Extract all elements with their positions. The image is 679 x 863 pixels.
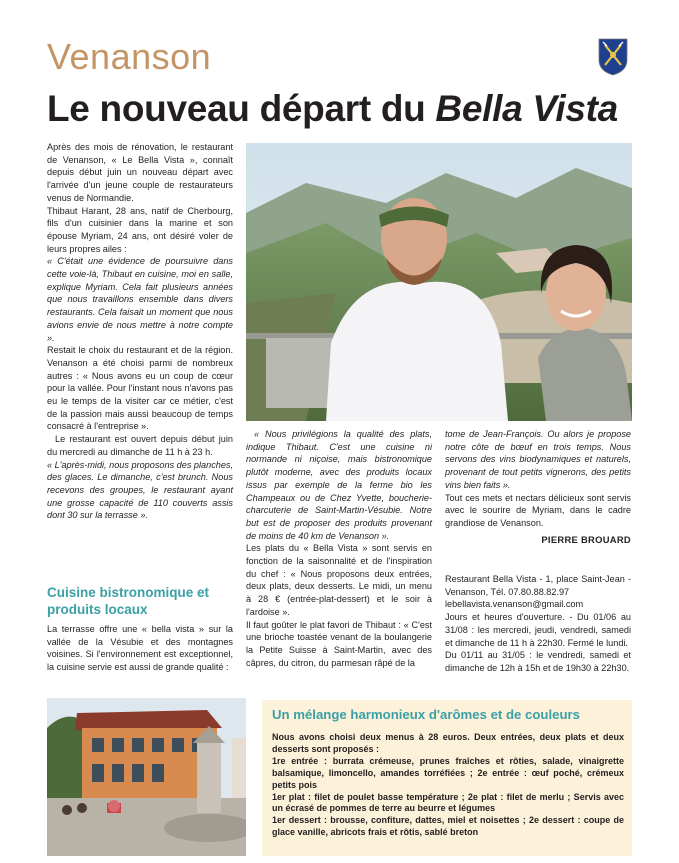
coat-of-arms-icon bbox=[598, 38, 628, 76]
paragraph: Le restaurant est ouvert depuis début juin du mercredi au dimanche de 11 h à 23 h. bbox=[47, 434, 233, 457]
menu-intro: Nous avons choisi deux menus à 28 euros. Deux entrées, deux plats et deux desserts sont proposés : bbox=[272, 732, 624, 754]
address-line: Restaurant Bella Vista - 1, place Saint-Jean - Venanson, Tél. 07.80.88.82.97 bbox=[445, 574, 631, 597]
restaurant-photo bbox=[47, 698, 246, 856]
paragraph: Thibaut Harant, 28 ans, natif de Cherbourg, fils d'un cuisinier dans la marine et son épouse Myriam, 24 ans, ont désiré voler de leurs propres ailes : bbox=[47, 205, 233, 254]
email-link[interactable]: lebellavista.venanson@gmail.com bbox=[445, 599, 584, 610]
column-3 bbox=[445, 428, 631, 546]
menu-box-text bbox=[272, 732, 624, 839]
city-heading: Venanson bbox=[47, 36, 212, 77]
opening-hours: Du 01/11 au 31/05 : le vendredi, samedi et dimanche de 12h à 15h et de 19h30 à 22h30. bbox=[445, 650, 631, 673]
column-2 bbox=[246, 428, 432, 669]
quote-paragraph: « L'après-midi, nous proposons des planches, des glaces. Le dimanche, c'est brunch. Nous recevons des groupes, le restaurant ayant une grosse capacité de 110 couverts assis dont 30 sur la terrasse ». bbox=[47, 459, 233, 521]
couple-photo bbox=[246, 143, 632, 421]
section-subhead: Cuisine bistronomique et produits locaux bbox=[47, 585, 210, 617]
menu-desserts: 1er dessert : brousse, confiture, dattes, miel et noisettes ; 2e dessert : coupe de glace vanille, abricots frais et rôtis, sablé breton bbox=[272, 815, 624, 838]
restaurant-info bbox=[445, 573, 631, 675]
paragraph: Restait le choix du restaurant et de la région. Venanson a été choisi parmi de nombreux autres : « Nous avons eu un coup de cœur pour la vallée. Pour l'instant nous n'avons pas eu le temps de la visiter car ce métier, c'est de la passion mais aussi beaucoup de temps consacré à l'entreprise ». bbox=[47, 345, 233, 432]
opening-hours: Jours et heures d'ouverture. - Du 01/06 au 31/08 : les mercredi, jeudi, vendredi, samedi et dimanche de 11 h à 22h30. Fermé le lundi. bbox=[445, 612, 631, 648]
paragraph: Il faut goûter le plat favori de Thibaut : « C'est une brioche toastée venant de la boulangerie la Petite Suisse à Saint-Martin, avec des câpres, du citron, du parmesan râpé de la bbox=[246, 619, 432, 668]
quote-paragraph: tome de Jean-François. Ou alors je propose notre côte de bœuf en trois temps. Nous servons des vins biodynamiques et naturels, provenant de tout petits vignerons, des petits vins bien faits ». bbox=[445, 429, 631, 490]
menu-starters: 1re entrée : burrata crémeuse, prunes fraîches et rôties, salade, vinaigrette balsamique, limoncello, amandes torréfiées ; 2e entrée : œuf poché, crémeux petits pois bbox=[272, 755, 624, 790]
paragraph: La terrasse offre une « bella vista » sur la vallée de la Vésubie et des montagnes voisines. Si l'environnement est exceptionnel, la cuisine servie est aussi de grande qualité : bbox=[47, 624, 233, 673]
column-1 bbox=[47, 141, 233, 522]
quote-paragraph: « C'était une évidence de poursuivre dans cette voie-là, Thibaut en cuisine, moi en salle, explique Myriam. Cela fait plusieurs années que nous travaillons ensemble dans divers restaurants. Cela faisait un moment que nous avions envie de nous mettre à notre compte ». bbox=[47, 256, 233, 343]
menu-mains: 1er plat : filet de poulet basse température ; 2e plat : filet de merlu ; Servis avec un écrasé de pommes de terre au beurre et légumes bbox=[272, 791, 624, 814]
paragraph: Après des mois de rénovation, le restaurant de Venanson, « Le Bella Vista », connaît depuis début juin un nouveau départ avec l'arrivée d'un jeune couple de restaurateurs venus de Normandie. bbox=[47, 142, 233, 203]
paragraph: Les plats du « Bella Vista » sont servis en fonction de la saisonnalité et de l'inspiration du chef : « Nous proposons deux entrées, deux plats, deux desserts. Le midi, un menu à 28 € (entrée-plat-dessert) et le soir à l'ardoise ». bbox=[246, 543, 432, 617]
paragraph: Tout ces mets et nectars délicieux sont servis avec le sourire de Myriam, dans le cadre grandiose de Venanson. bbox=[445, 492, 631, 528]
quote-paragraph: « Nous privilégions la qualité des plats, indique Thibaut. C'est une cuisine ni normande ni niçoise, mais bistronomique plutôt moderne, avec des produits locaux issus par exemple de la ferme bio les Champeaux ou de Chez Yvette, boucherie-charcuterie de Saint-Martin-Vésubie. Notre but est de proposer des produits provenant de moins de 40 km de Venanson ». bbox=[246, 429, 432, 541]
author-signature: PIERRE BROUARD bbox=[541, 533, 631, 545]
headline: Le nouveau départ du Bella Vista bbox=[47, 88, 618, 129]
menu-box-title: Un mélange harmonieux d'arômes et de couleurs bbox=[272, 707, 581, 722]
column-1-continued bbox=[47, 623, 233, 674]
